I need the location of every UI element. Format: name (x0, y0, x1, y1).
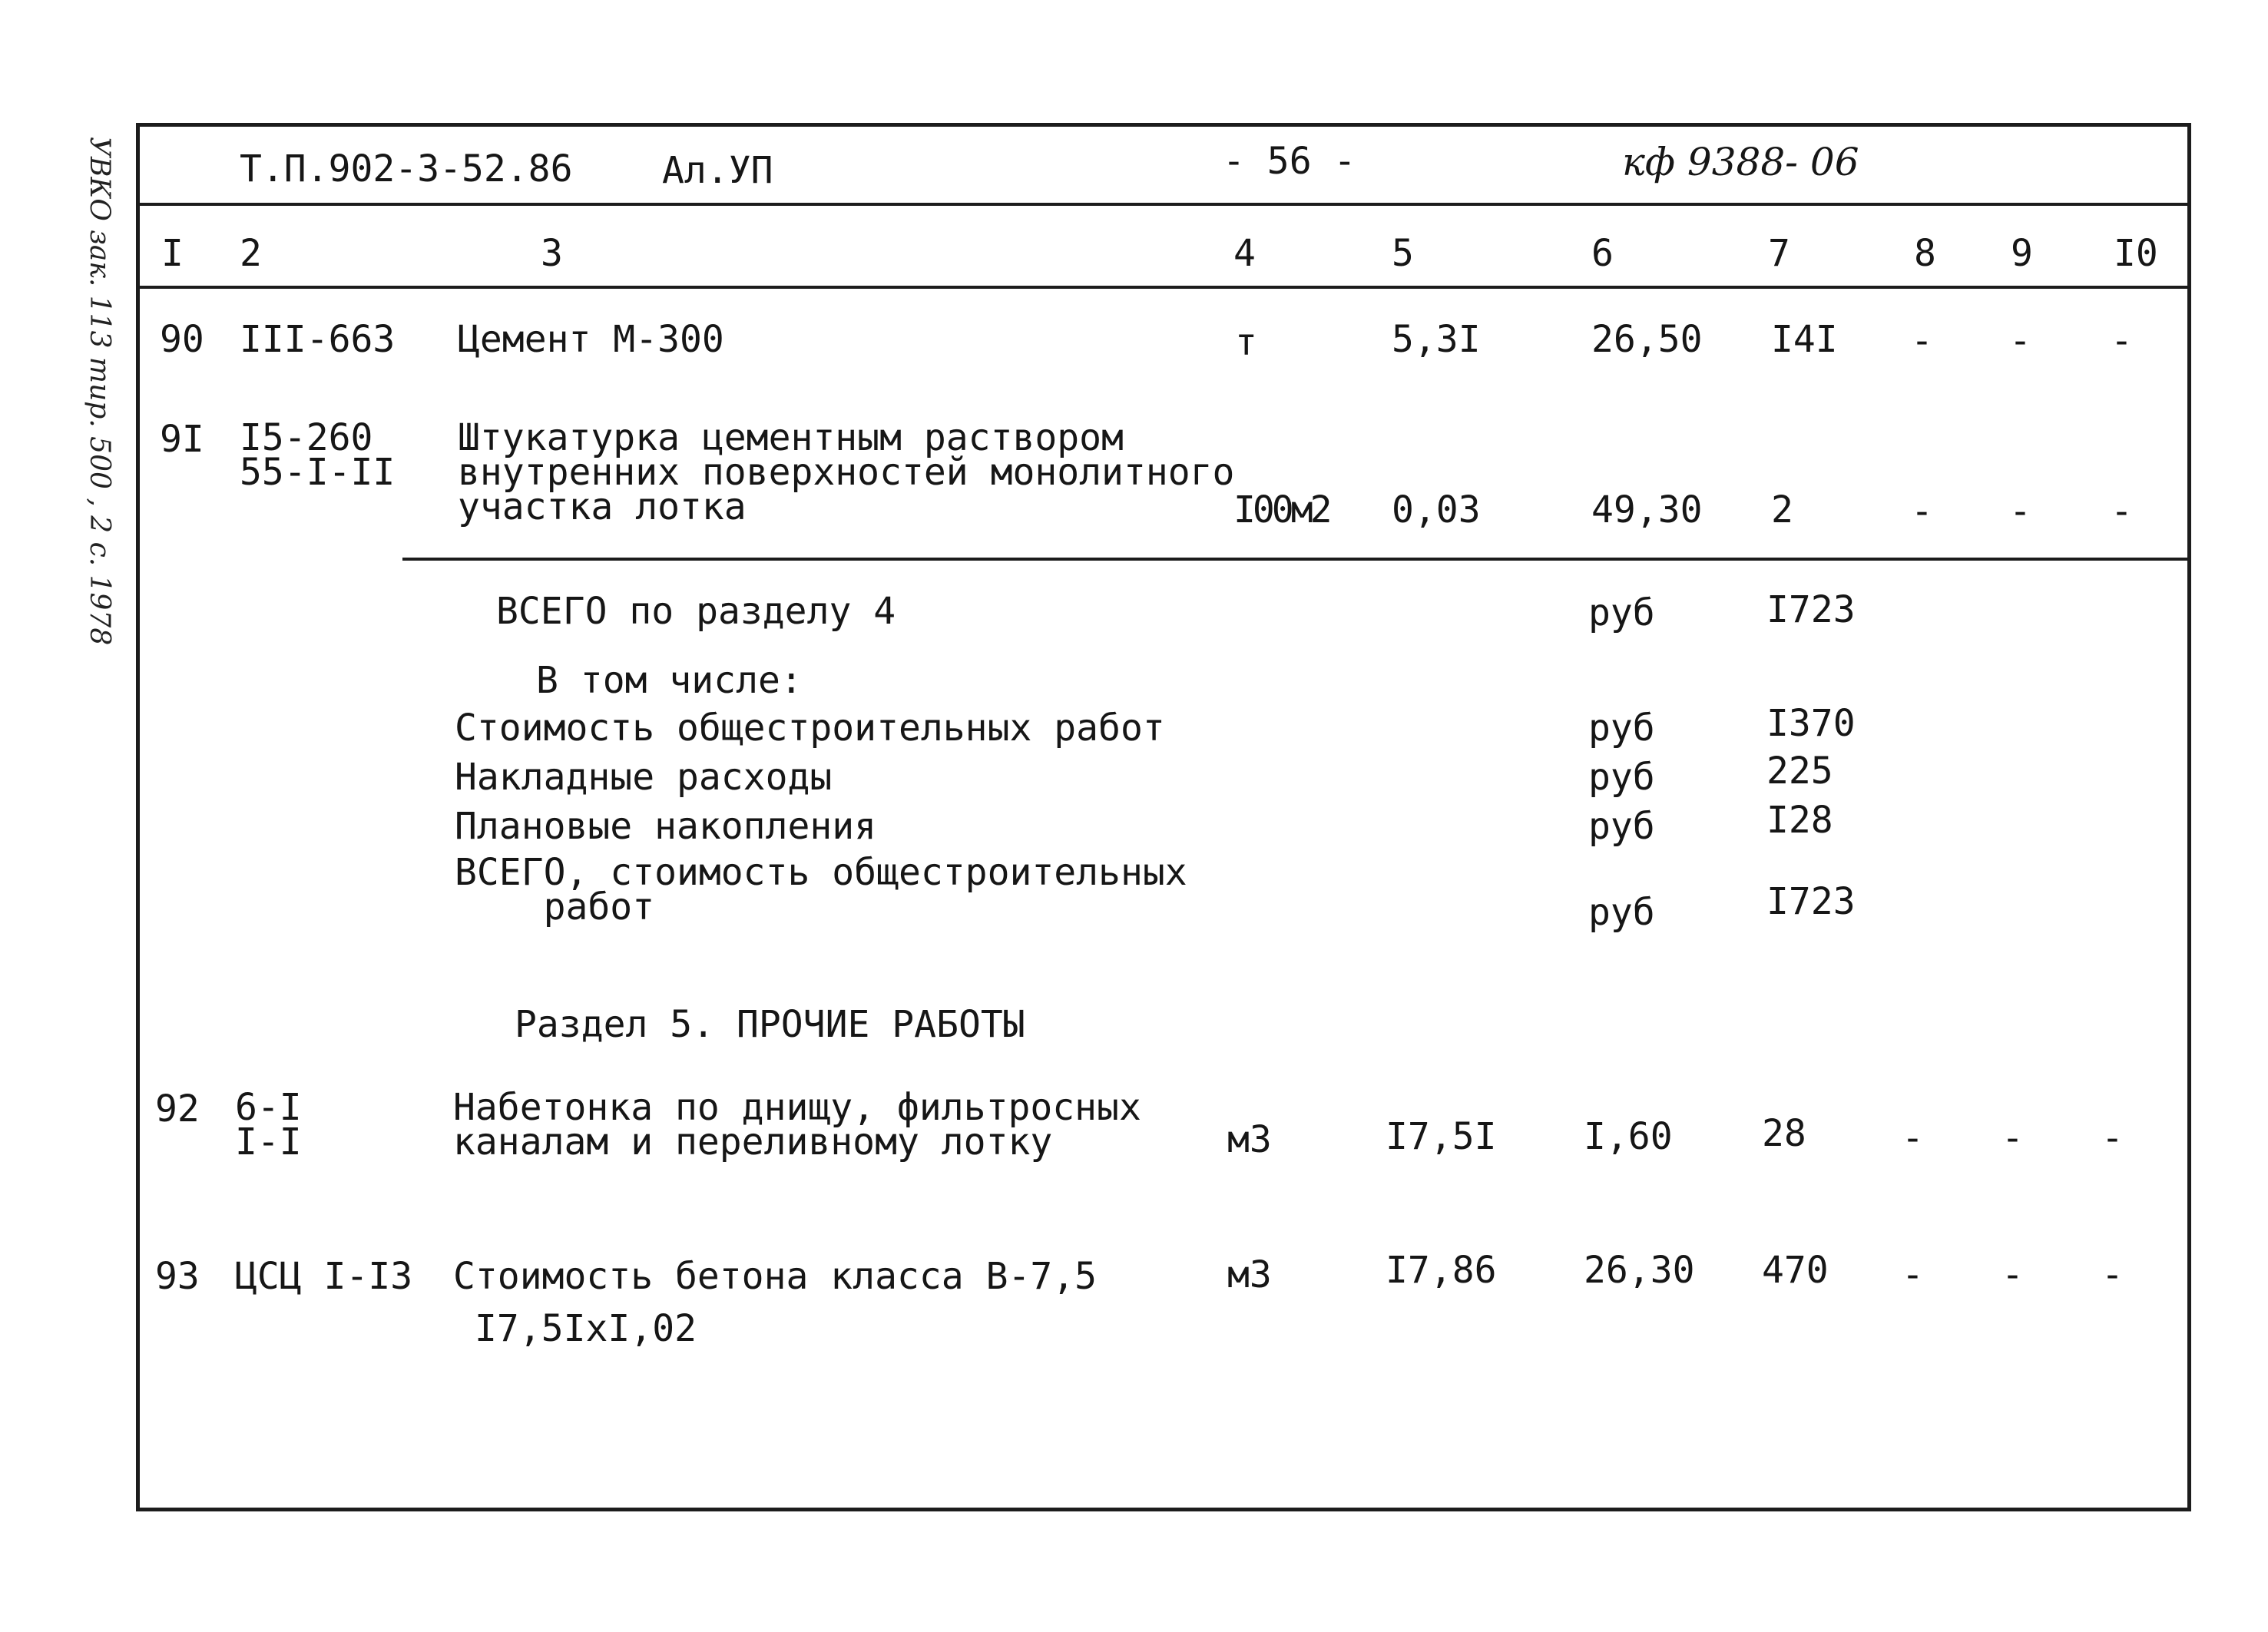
column-header-4: 4 (1233, 232, 1256, 275)
column-10-value: - (2101, 1117, 2124, 1160)
unit-price: 49,30 (1591, 488, 1703, 531)
column-10-value: - (2101, 1253, 2124, 1296)
summary-item-value: I723 (1766, 880, 1856, 923)
total-cost: 2 (1771, 488, 1793, 531)
summary-item-value: I370 (1766, 702, 1856, 745)
quantity: I7,86 (1386, 1249, 1497, 1292)
margin-stamp-text: УВКО зак. 113 тир. 500 , 2 с. 1978 (84, 137, 115, 646)
row-number: 9I (160, 418, 204, 461)
column-9-value: - (2001, 1253, 2024, 1296)
work-name: Стоимость бетона класса В-7,5 (453, 1255, 1098, 1298)
unit: м3 (1227, 1118, 1272, 1161)
quantity: 5,3I (1392, 318, 1481, 361)
including-label: В том числе: (536, 659, 803, 702)
column-header-5: 5 (1392, 232, 1414, 275)
unit-price: I,60 (1584, 1115, 1673, 1158)
norm-code: 6-I I-I (235, 1086, 302, 1164)
summary-item-value: I28 (1766, 799, 1833, 842)
column-header-9: 9 (2011, 232, 2033, 275)
unit-price: 26,50 (1591, 318, 1703, 361)
total-cost: 28 (1762, 1112, 1806, 1155)
quantity: 0,03 (1392, 488, 1481, 531)
row-number: 92 (155, 1087, 200, 1130)
work-name: Цемент М-300 (458, 318, 724, 361)
album-label: Ал.УП (662, 149, 773, 192)
unit: I00м2 (1233, 488, 1329, 531)
norm-code: ЦСЦ I-I3 (235, 1255, 413, 1298)
section-total-value: I723 (1766, 588, 1856, 631)
column-header-2: 2 (240, 232, 262, 275)
unit: м3 (1227, 1253, 1272, 1296)
section-4-total-rule (402, 558, 2189, 561)
summary-item-label: Плановые накопления (455, 805, 877, 848)
quantity: I7,5I (1386, 1115, 1497, 1158)
column-header-divider (138, 286, 2189, 289)
row-number: 90 (160, 318, 204, 361)
column-8-value: - (1902, 1253, 1924, 1296)
document-code: Т.П.902-3-52.86 (240, 147, 573, 190)
norm-code: I5-260 55-I-II (240, 416, 396, 495)
column-8-value: - (1911, 490, 1933, 533)
column-8-value: - (1911, 319, 1933, 362)
sheet-code: кф 9388- 06 (1622, 140, 1859, 184)
column-header-6: 6 (1591, 232, 1614, 275)
column-9-value: - (2009, 490, 2031, 533)
column-header-3: 3 (541, 232, 563, 275)
column-header-7: 7 (1768, 232, 1790, 275)
column-8-value: - (1902, 1117, 1924, 1160)
summary-item-unit: руб (1588, 707, 1655, 750)
work-name: Штукатурка цементным раствором внутренних поверхностей монолитного участка лотка (458, 416, 1235, 529)
column-10-value: - (2111, 490, 2133, 533)
summary-item-unit: руб (1588, 805, 1655, 848)
column-header-8: 8 (1914, 232, 1936, 275)
row-number: 93 (155, 1255, 200, 1298)
section-5-title: Раздел 5. ПРОЧИЕ РАБОТЫ (515, 1003, 1025, 1046)
page-number: - 56 - (1223, 140, 1356, 183)
section-total-unit: руб (1588, 591, 1655, 634)
total-cost: 470 (1762, 1249, 1829, 1292)
quantity-formula: I7,5IxI,02 (475, 1307, 697, 1350)
column-header-1: I (161, 232, 184, 275)
column-10-value: - (2111, 319, 2133, 362)
column-9-value: - (2009, 319, 2031, 362)
table-frame (136, 123, 2191, 1511)
total-cost: I4I (1771, 318, 1838, 361)
section-total-label: ВСЕГО по разделу 4 (496, 590, 896, 633)
summary-item-unit: руб (1588, 891, 1655, 934)
column-header-10: I0 (2114, 232, 2158, 275)
column-9-value: - (2001, 1117, 2024, 1160)
summary-item-label: ВСЕГО, стоимость общестроительных работ (455, 851, 1187, 929)
norm-code: III-663 (240, 318, 396, 361)
summary-item-unit: руб (1588, 756, 1655, 799)
summary-item-label: Накладные расходы (455, 756, 833, 799)
summary-item-value: 225 (1766, 750, 1833, 793)
work-name: Набетонка по днищу, фильтросных каналам и переливному лотку (453, 1086, 1141, 1164)
header-divider (138, 203, 2189, 206)
unit-price: 26,30 (1584, 1249, 1695, 1292)
summary-item-label: Стоимость общестроительных работ (455, 707, 1165, 750)
margin-stamp (61, 137, 131, 646)
unit: т (1235, 321, 1257, 364)
